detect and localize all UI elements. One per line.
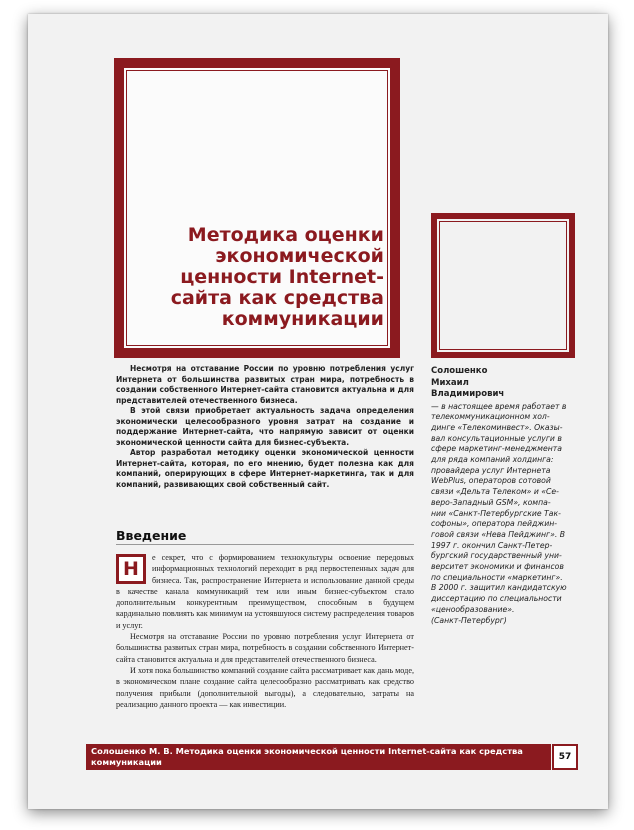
author-name: Солошенко Михаил Владимирович <box>431 366 505 399</box>
body-paragraph: И хотя пока большинство компаний создание сайта рассматривает как дань моде, в экономическом плане создание сайта целесообразно рассматривать как средство получения прибыли (дополнительной выгоды), а следовательно, затраты на реализацию данного проекта — как инвестиции. <box>116 665 414 709</box>
section-heading: Введение <box>116 528 187 543</box>
title-frame-inner <box>124 68 390 348</box>
page-number: 57 <box>554 746 576 768</box>
body-paragraph: е секрет, что с формированием технокультуры освоение передовых информационных технологий переходит в ряд первостепенных задач для бизнеса. Так, распространение Интернета и использование данной среды в качестве канала коммуникаций тем или иным бизнес-субъектом стало дополнительным конкурентным преимуществом, способным в будущем кардинально повлиять как минимум на устоявшуюся систему распределения товаров и услуг. <box>116 553 414 630</box>
abstract-paragraph: Автор разработал методику оценки экономической ценности Интернет-сайта, которая, по его мнению, будет полезна как для компаний, оперирующих в сфере Интернет-маркетинга, так и для компаний, развивающих свой собственный сайт. <box>116 448 414 489</box>
dropcap-letter: Н <box>119 557 143 581</box>
running-title: Солошенко М. В. Методика оценки экономической ценности Internet-сайта как средства коммуникации <box>91 746 523 767</box>
author-bio: — в настоящее время работает в телекоммуникационном хол- динге «Телекоминвест». Оказы- вал консультационные услуги в сфере маркетинг-менеджмента для ряда компаний холдинга: провайдера услуг Интернета WebPlus, операторов сотовой связи «Дельта Телеком» и «Се- веро-Западный GSM», компа- нии «Санкт-Петербургские Так- софоны», оператора пейджин- говой связи «Нева Пейджинг». В 1997 г. окончил Санкт-Петер- бургский государственный уни- верситет экономики и финансов по специальности «маркетинг». В 2000 г. защитил кандидатскую диссертацию по специальности «ценообразование». (Санкт-Петербург) <box>431 401 567 625</box>
section-heading-rule <box>116 544 414 545</box>
abstract <box>116 364 414 490</box>
dropcap <box>116 554 146 584</box>
body-paragraph: Несмотря на отставание России по уровню потребления услуг Интернета от большинства развитых стран мира, потребность в создании собственного Интернет-сайта становится актуальна и для представителей отечественного бизнеса. <box>116 632 414 664</box>
body-text <box>116 552 414 710</box>
author-photo-frame-inner <box>437 219 569 352</box>
author-info <box>431 366 581 626</box>
article-title: Методика оценки экономической ценности Internet- сайта как средства коммуникации <box>170 224 384 330</box>
abstract-paragraph: Несмотря на отставание России по уровню потребления услуг Интернета от большинства развитых стран мира, потребность в создании собственного Интернет-сайта становится актуальна и для представителей отечественного бизнеса. <box>116 364 414 405</box>
document-page <box>28 14 608 809</box>
page-number-box <box>552 744 578 770</box>
abstract-paragraph: В этой связи приобретает актуальность задача определения экономически целесообразного уровня затрат на создание и поддержание Интернет-сайта, что напрямую зависит от оценки экономической ценности сайта для бизнес-субъекта. <box>116 406 414 447</box>
title-frame <box>114 58 400 358</box>
footer-bar <box>86 744 551 770</box>
author-photo-frame <box>431 213 575 358</box>
